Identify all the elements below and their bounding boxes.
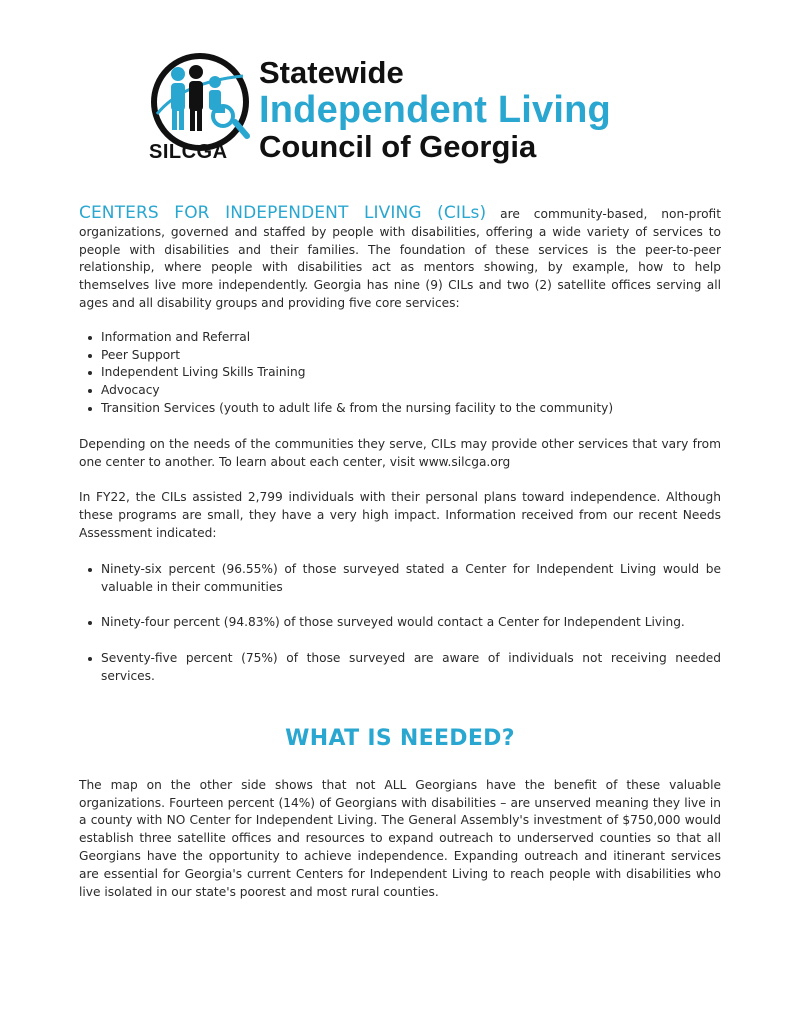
list-item: Information and Referral [79,329,721,347]
bullet-icon [88,336,92,340]
list-item: Seventy-five percent (75%) of those surveyed are aware of individuals not receiving needed services. [79,650,721,686]
bullet-icon [88,621,92,625]
intro-paragraph [79,205,721,313]
core-services-list [79,329,721,418]
logo-line-statewide: Statewide [259,55,404,90]
list-item: Transition Services (youth to adult life & from the nursing facility to the community) [79,400,721,418]
document-body [79,205,721,901]
list-item: Independent Living Skills Training [79,364,721,382]
logo-wordmark [259,56,611,164]
bullet-icon [88,371,92,375]
bullet-icon [88,657,92,661]
list-item: Ninety-six percent (96.55%) of those surveyed stated a Center for Independent Living would be valuable in their communities [79,561,721,597]
centers-vary-paragraph: Depending on the needs of the communities they serve, CILs may provide other services that vary from one center to another. To learn about each center, visit www.silcga.org [79,436,721,469]
bullet-icon [88,407,92,411]
list-item: Peer Support [79,347,721,365]
logo-line-council-of-georgia: Council of Georgia [259,129,537,164]
bullet-icon [88,354,92,358]
intro-body-text: are community-based, non-profit organizations, governed and staffed by people with disabilities, offering a wide variety of services to people with disabilities and their families. The foundation of these services is the peer-to-peer relationship, where people with disabilities act as mentors showing, by example, how to help themselves live more independently. Georgia has nine (9) CILs and two (2) satellite offices serving all ages and all disability groups and providing five core services: [79,207,721,310]
silcga-logo [143,52,663,167]
logo-abbreviation: SILCGA [149,141,228,163]
bullet-icon [88,389,92,393]
list-item: Advocacy [79,382,721,400]
what-is-needed-paragraph: The map on the other side shows that not ALL Georgians have the benefit of these valuable organizations. Fourteen percent (14%) of Georgians with disabilities – are unserved meaning they live in a county with NO Center for Independent Living. The General Assembly's investment of $750,000 would establish three satellite offices and resources to expand outreach to underserved counties so that all Georgians have the opportunity to achieve independence. Expanding outreach and itinerant services are essential for Georgia's current Centers for Independent Living to reach people with disabilities who live isolated in our state's poorest and most rural counties. [79,777,721,899]
bullet-icon [88,568,92,572]
needs-assessment-list [79,561,721,686]
section-title-what-is-needed: WHAT IS NEEDED? [285,725,515,751]
logo-line-independent-living: Independent Living [259,89,611,131]
fy22-paragraph: In FY22, the CILs assisted 2,799 individuals with their personal plans toward independence. Although these programs are small, they have a very high impact. Information received from our recent Needs Assessment indicated: [79,490,721,540]
list-item: Ninety-four percent (94.83%) of those surveyed would contact a Center for Independent Living. [79,614,721,632]
intro-lead-heading: CENTERS FOR INDEPENDENT LIVING (CILs) [79,203,487,223]
